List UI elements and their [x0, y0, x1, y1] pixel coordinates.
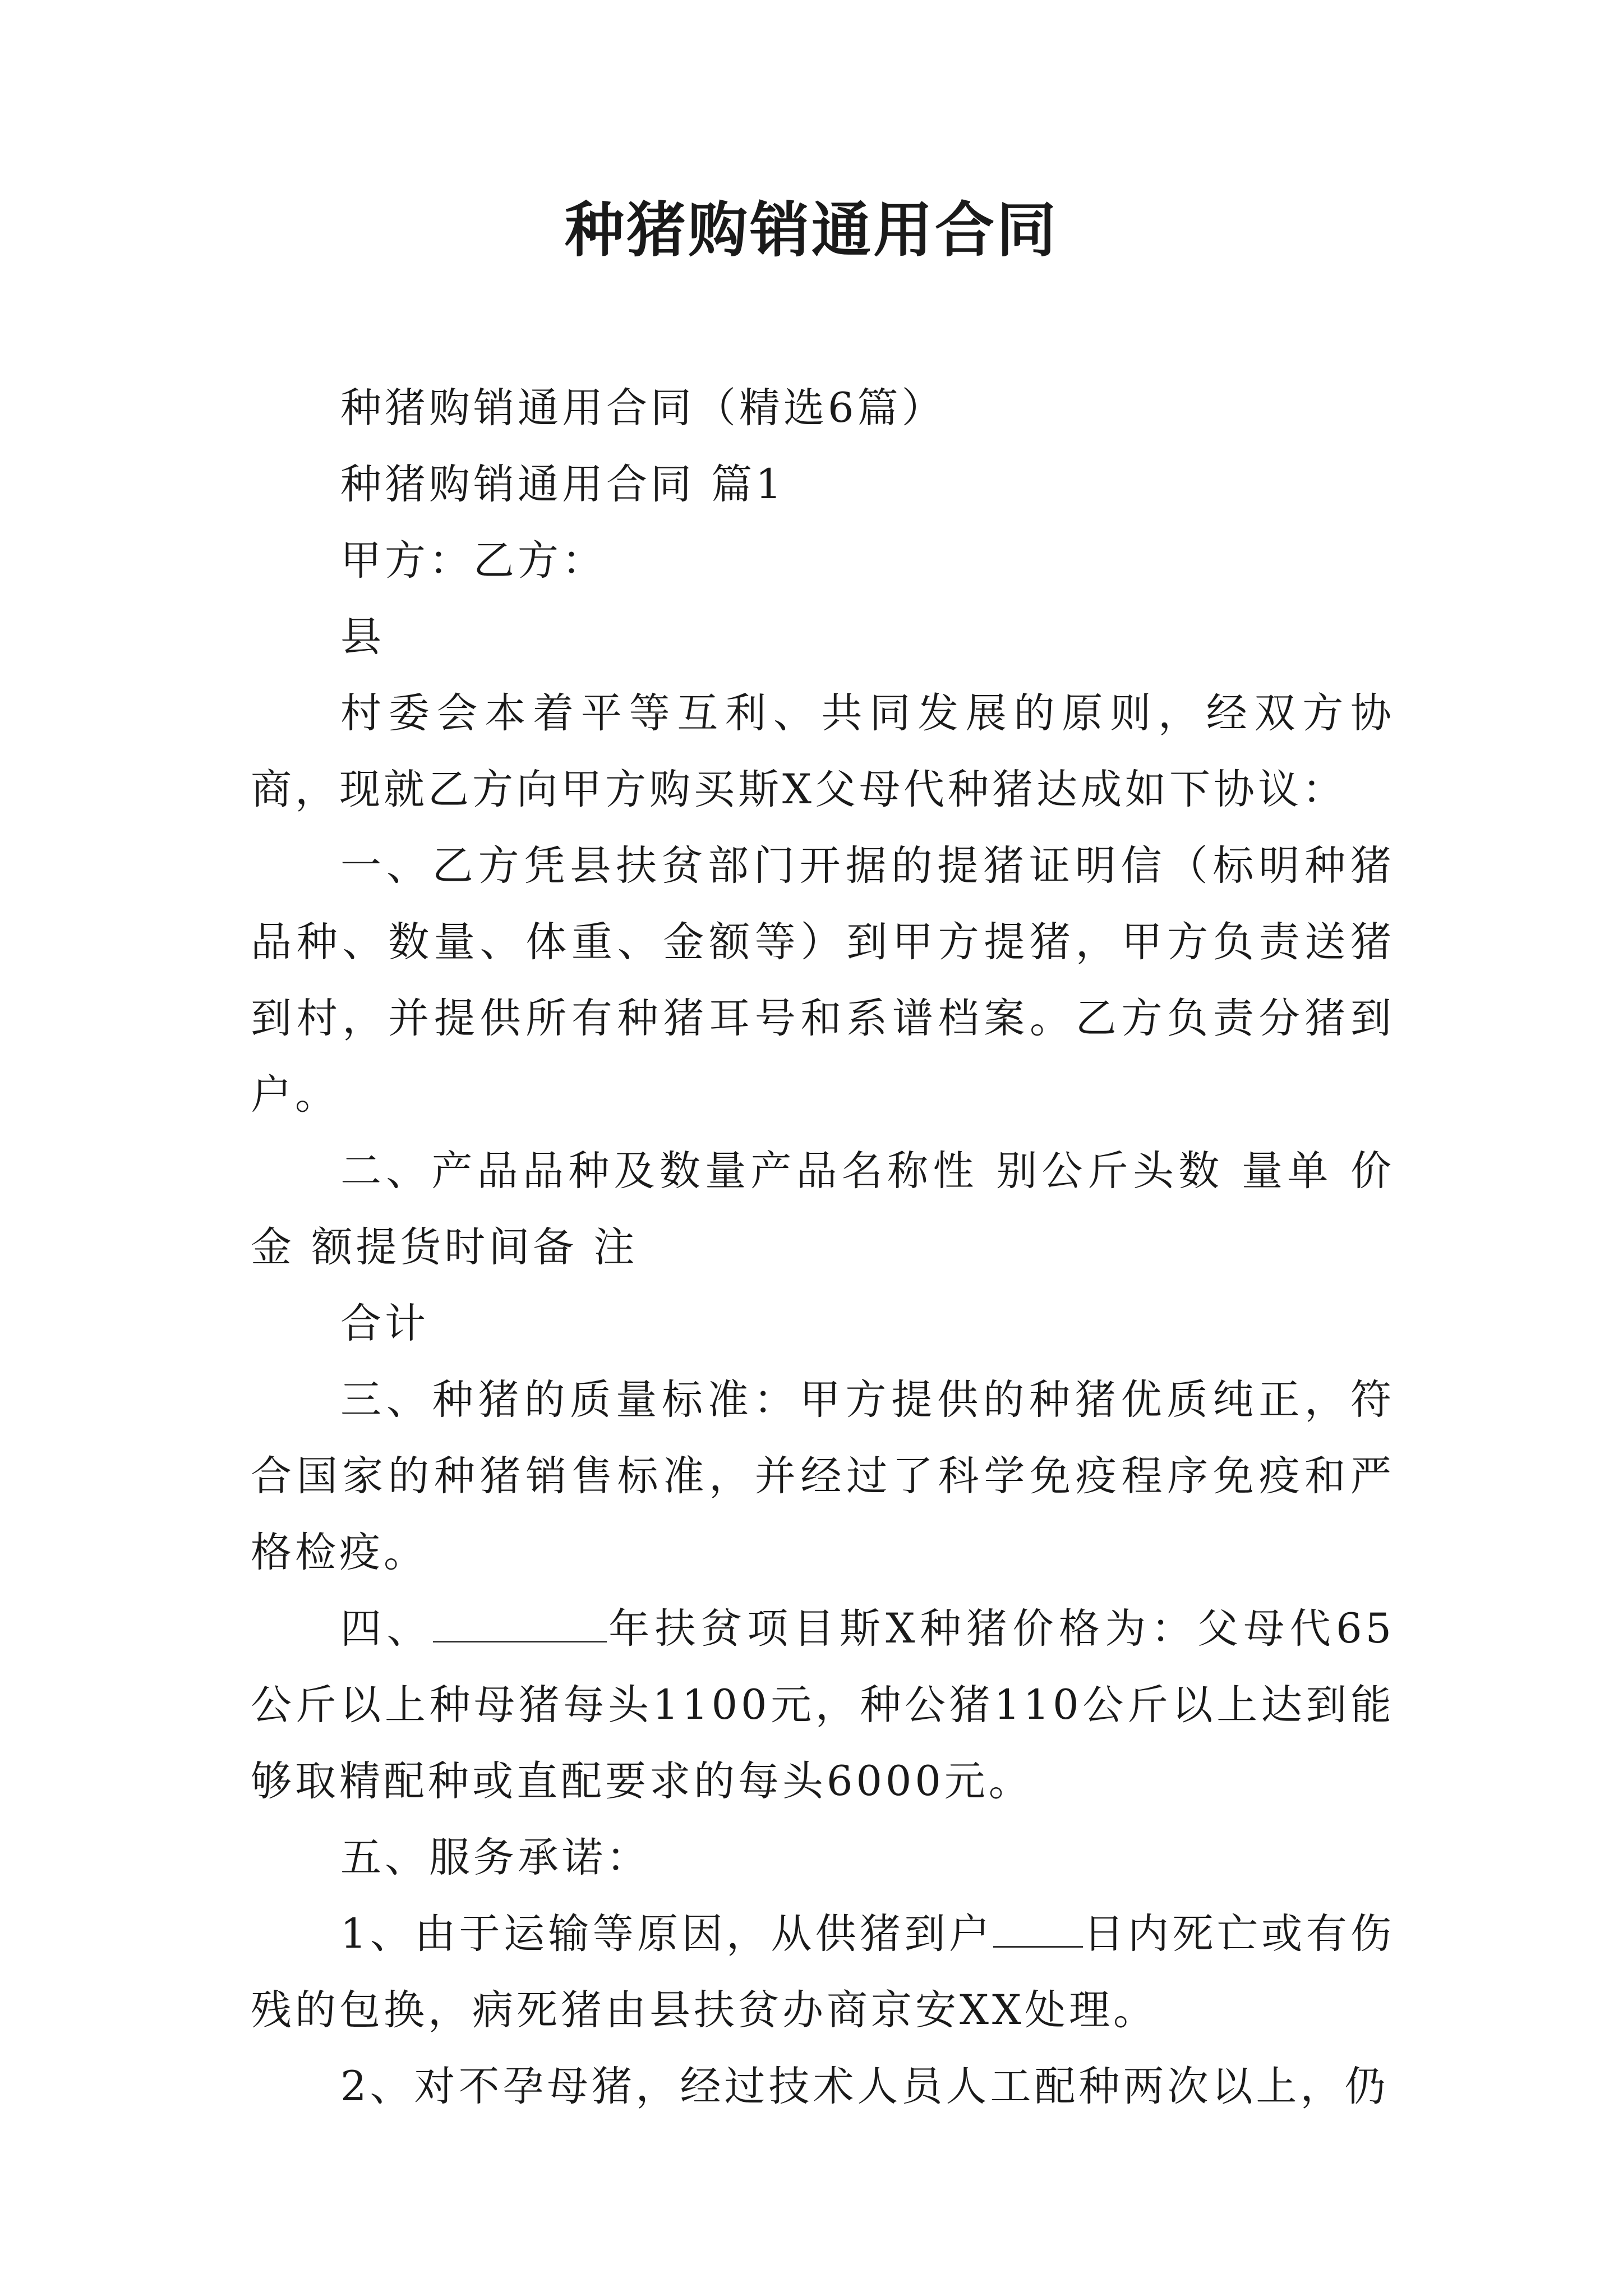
- item-1-prefix: 1、由于运输等原因，从供猪到户: [340, 1910, 994, 1958]
- days-blank: [993, 1909, 1083, 1948]
- clause-1: 一、乙方凭县扶贫部门开据的提猪证明信（标明种猪品种、数量、体重、金额等）到甲方提猪，甲方负责送猪到村，并提供所有种猪耳号和系谱档案。乙方负责分猪到户。: [251, 842, 1395, 1119]
- clause-4-prefix: 四、: [340, 1605, 433, 1653]
- clause-2: 二、产品品种及数量产品名称性 别公斤头数 量单 价金 额提货时间备 注: [251, 1147, 1395, 1271]
- intro-paragraph: 村委会本着平等互利、共同发展的原则，经双方协商，现就乙方向甲方购买斯X父母代种猪达成如下协议：: [251, 689, 1395, 813]
- clause-5: 五、服务承诺：: [340, 1834, 651, 1881]
- document-title: 种猪购销通用合同: [565, 195, 1058, 265]
- parties-line: 甲方：乙方：: [340, 537, 606, 585]
- item-1-suffix: 日内死亡或有伤残的包换，病死猪由县扶贫办商京安XX处理。: [251, 1910, 1395, 2034]
- service-item-1: [251, 1896, 1395, 2049]
- clause-4: [251, 1591, 1395, 1820]
- year-blank: [433, 1604, 607, 1642]
- county-line: 县: [340, 613, 385, 661]
- clause-4-suffix: 年扶贫项目斯X种猪价格为：父母代65公斤以上种母猪每头1100元，种公猪110公斤以上达到能够取精配种或直配要求的每头6000元。: [251, 1605, 1395, 1805]
- section-heading: 种猪购销通用合同 篇1: [340, 461, 785, 508]
- service-item-2: 2、对不孕母猪，经过技术人员人工配种两次以上，仍: [340, 2063, 1389, 2110]
- clause-3: 三、种猪的质量标准：甲方提供的种猪优质纯正，符合国家的种猪销售标准，并经过了科学免疫程序免疫和严格检疫。: [251, 1376, 1395, 1576]
- document-body: [251, 370, 1395, 2125]
- total-line: 合计: [340, 1300, 429, 1347]
- subtitle-line: 种猪购销通用合同（精选6篇）: [340, 384, 946, 432]
